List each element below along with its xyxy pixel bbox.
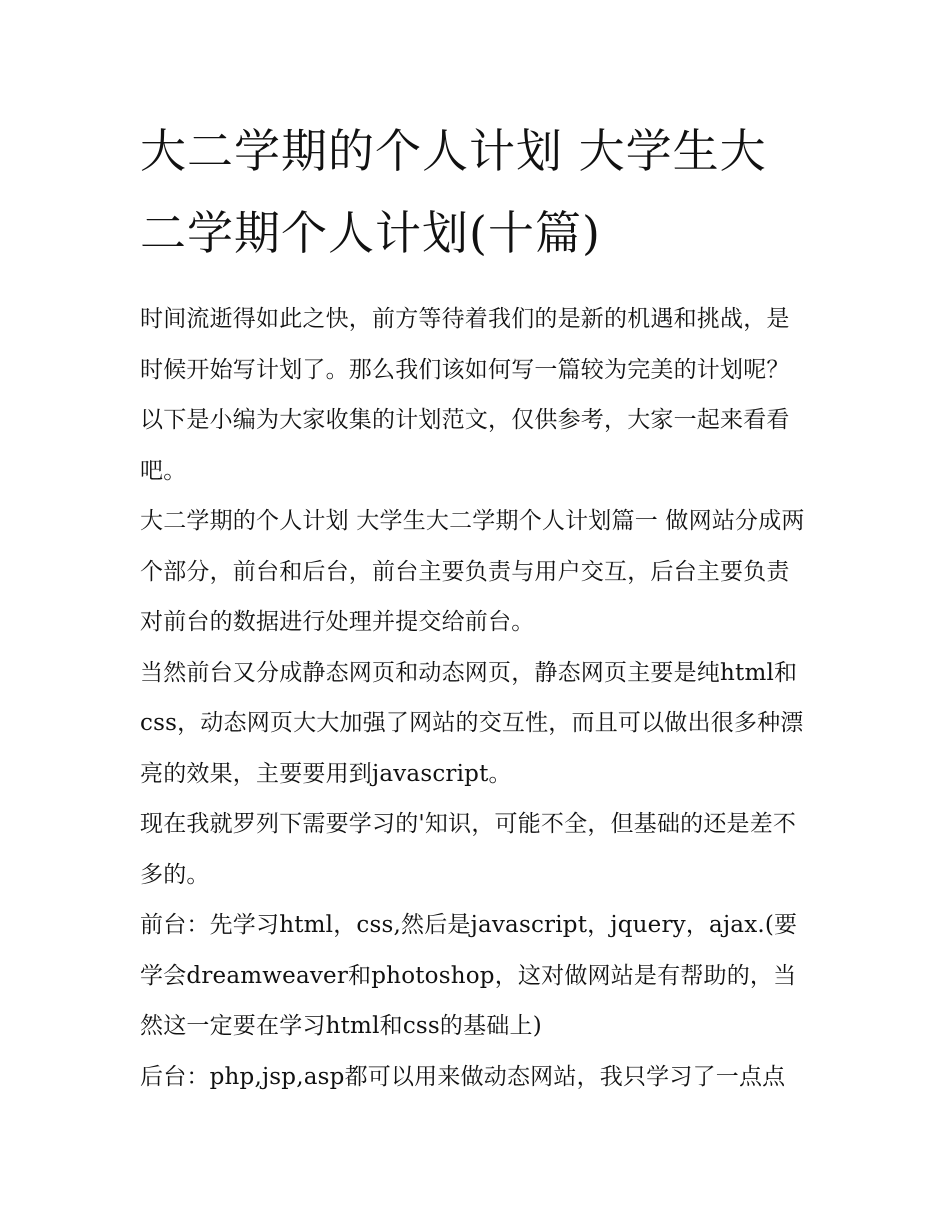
paragraph-backend-skills: 后台：php,jsp,asp都可以用来做动态网站，我只学习了一点点 bbox=[140, 1063, 786, 1090]
paragraph-frontend-skills: 前台：先学习html，css,然后是javascript，jquery，ajax.(要学会dreamweaver和photoshop，这对做网站是有帮助的，当然这一定要在学习html和css的基础上) bbox=[140, 912, 798, 1039]
paragraph-website-parts: 大二学期的个人计划 大学生大二学期个人计划篇一 做网站分成两个部分，前台和后台，前台主要负责与用户交互，后台主要负责对前台的数据进行处理并提交给前台。 bbox=[140, 508, 805, 635]
document-title: 大二学期的个人计划 大学生大二学期个人计划(十篇) bbox=[140, 124, 767, 260]
paragraph-frontend-pages: 当然前台又分成静态网页和动态网页，静态网页主要是纯html和css，动态网页大大加强了网站的交互性，而且可以做出很多种漂亮的效果，主要要用到javascript。 bbox=[140, 659, 804, 787]
paragraph-intro: 时间流逝得如此之快，前方等待着我们的是新的机遇和挑战，是时候开始写计划了。那么我们该如何写一篇较为完美的计划呢？以下是小编为大家收集的计划范文，仅供参考，大家一起来看看吧。 bbox=[140, 306, 790, 484]
paragraph-knowledge-list: 现在我就罗列下需要学习的'知识，可能不全，但基础的还是差不多的。 bbox=[140, 811, 797, 888]
